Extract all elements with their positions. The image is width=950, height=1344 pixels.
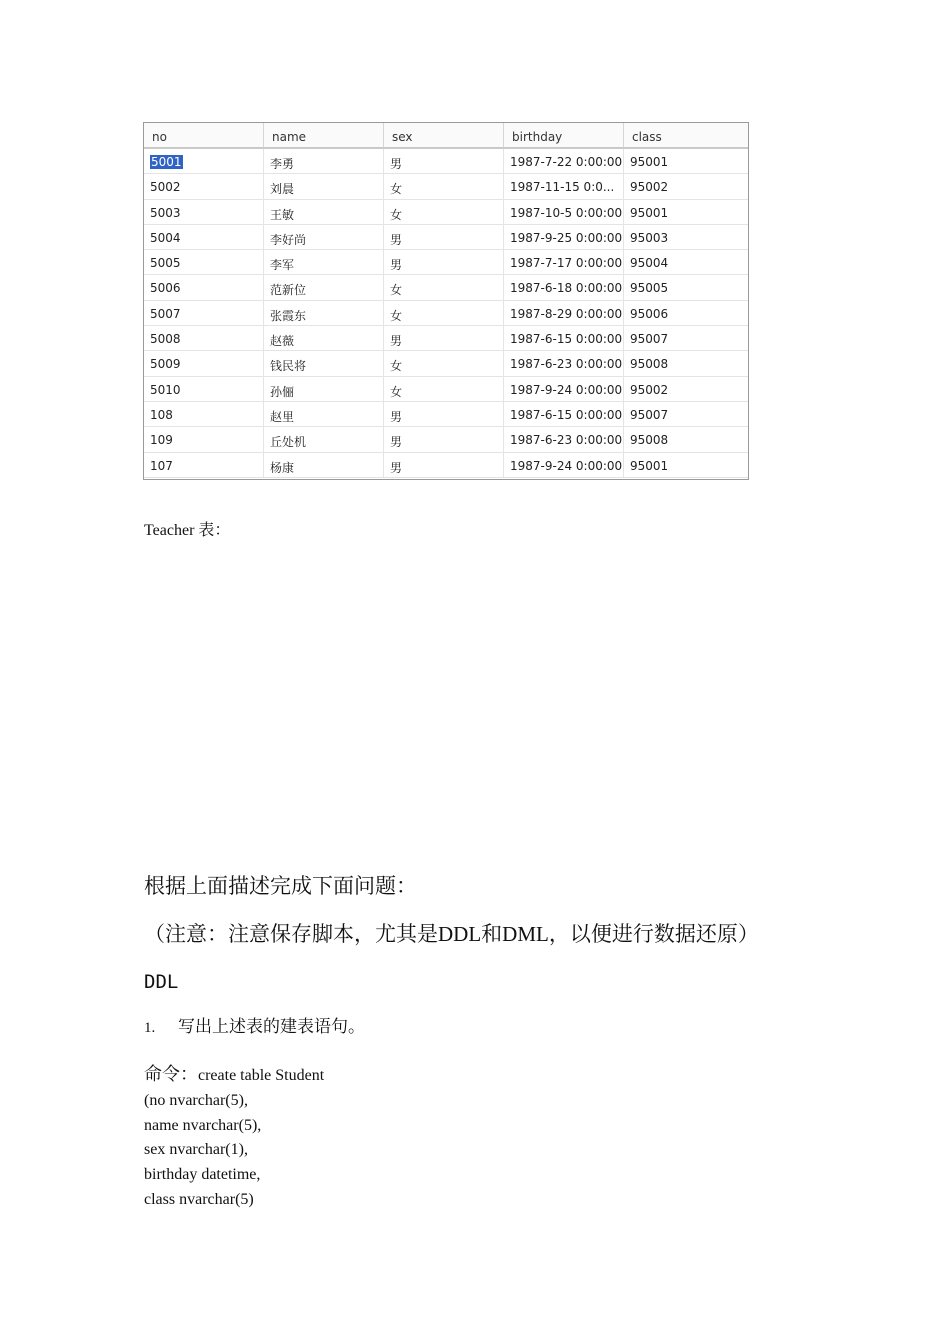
cell-value: 1987-6-23 0:00:00 — [510, 357, 623, 372]
cell-value: 男 — [390, 232, 403, 247]
table-cell-class[interactable] — [624, 275, 748, 299]
cell-value: 95006 — [630, 306, 669, 321]
cell-value: 王敏 — [270, 207, 295, 222]
cell-value: 1987-9-25 0:00:00 — [510, 230, 623, 245]
table-row[interactable] — [144, 402, 748, 427]
table-cell-birthday[interactable] — [504, 275, 624, 299]
cell-value: 5001 — [151, 155, 182, 169]
table-row[interactable] — [144, 453, 748, 478]
cell-value: 95008 — [630, 433, 669, 448]
teacher-table-label: Teacher 表： — [144, 522, 231, 539]
cell-value: 女 — [390, 359, 403, 374]
command-label: 命令： — [144, 1064, 198, 1084]
table-cell-class[interactable] — [624, 453, 748, 477]
column-header-class[interactable]: class — [632, 130, 662, 144]
table-cell-name[interactable] — [264, 301, 384, 325]
cell-value: 5010 — [150, 382, 181, 397]
table-row[interactable] — [144, 351, 748, 376]
table-row[interactable] — [144, 377, 748, 402]
cell-value: 女 — [390, 308, 403, 323]
cell-value: 刘晨 — [270, 182, 295, 197]
table-cell-sex[interactable] — [384, 225, 504, 249]
table-cell-no[interactable] — [144, 377, 264, 401]
table-cell-sex[interactable] — [384, 275, 504, 299]
question-number: 1. — [144, 1020, 156, 1036]
table-cell-sex[interactable] — [384, 427, 504, 451]
table-row[interactable] — [144, 326, 748, 351]
table-row[interactable] — [144, 174, 748, 199]
table-cell-class[interactable] — [624, 225, 748, 249]
cell-value: 95001 — [630, 458, 669, 473]
table-cell-sex[interactable] — [384, 250, 504, 274]
table-cell-no[interactable] — [144, 275, 264, 299]
table-cell-no[interactable] — [144, 174, 264, 198]
table-cell-birthday[interactable] — [504, 453, 624, 477]
cell-value: 1987-6-18 0:00:00 — [510, 281, 623, 296]
cell-value: 5005 — [150, 256, 181, 271]
cell-value: 1987-6-15 0:00:00 — [510, 332, 623, 347]
table-cell-birthday[interactable] — [504, 174, 624, 198]
table-cell-name[interactable] — [264, 453, 384, 477]
table-cell-sex[interactable] — [384, 377, 504, 401]
cell-value: 杨康 — [270, 460, 295, 475]
cell-value: 1987-9-24 0:00:00 — [510, 382, 623, 397]
cell-value: 丘处机 — [270, 435, 307, 450]
cell-value: 108 — [150, 407, 173, 422]
table-cell-class[interactable] — [624, 200, 748, 224]
cell-value: 5003 — [150, 205, 181, 220]
table-cell-sex[interactable] — [384, 402, 504, 426]
command-block — [144, 1062, 324, 1213]
table-cell-name[interactable] — [264, 250, 384, 274]
cell-value: 张霞东 — [270, 308, 307, 323]
table-cell-name[interactable] — [264, 326, 384, 350]
cell-value: 95003 — [630, 230, 669, 245]
table-cell-birthday[interactable] — [504, 200, 624, 224]
cell-value: 5006 — [150, 281, 181, 296]
cell-value: 95005 — [630, 281, 669, 296]
table-cell-class[interactable] — [624, 149, 748, 173]
table-cell-no[interactable] — [144, 427, 264, 451]
question-1 — [144, 1012, 365, 1037]
cell-value: 5004 — [150, 230, 181, 245]
table-cell-class[interactable] — [624, 301, 748, 325]
table-cell-birthday[interactable] — [504, 377, 624, 401]
cell-value: 1987-10-5 0:00:00 — [510, 205, 623, 220]
table-cell-birthday[interactable] — [504, 225, 624, 249]
cell-value: 95002 — [630, 382, 669, 397]
cell-value: 孙俪 — [270, 384, 295, 399]
table-cell-birthday[interactable] — [504, 402, 624, 426]
cell-value: 男 — [390, 334, 403, 349]
cell-value: 109 — [150, 433, 173, 448]
table-cell-birthday[interactable] — [504, 351, 624, 375]
cell-value: 95001 — [630, 155, 669, 169]
cell-value: 女 — [390, 283, 403, 298]
grid-header — [144, 123, 748, 149]
table-cell-name[interactable] — [264, 200, 384, 224]
table-cell-class[interactable] — [624, 174, 748, 198]
cell-value: 95007 — [630, 332, 669, 347]
table-cell-name[interactable] — [264, 377, 384, 401]
table-cell-sex[interactable] — [384, 200, 504, 224]
table-cell-no[interactable] — [144, 402, 264, 426]
table-cell-name[interactable] — [264, 225, 384, 249]
command-create-text: create table Student — [198, 1067, 325, 1084]
cell-value: 1987-8-29 0:00:00 — [510, 306, 623, 321]
table-cell-class[interactable] — [624, 427, 748, 451]
command-line: (no nvarchar(5), — [144, 1091, 248, 1109]
command-line: name nvarchar(5), — [144, 1116, 262, 1134]
command-first-line — [144, 1062, 324, 1089]
cell-value: 95007 — [630, 407, 669, 422]
cell-value: 李勇 — [270, 157, 295, 171]
cell-value: 95001 — [630, 205, 669, 220]
cell-value: 赵里 — [270, 409, 295, 424]
command-line: sex nvarchar(1), — [144, 1141, 248, 1159]
cell-value: 范新位 — [270, 283, 307, 298]
table-cell-no[interactable] — [144, 351, 264, 375]
table-row[interactable] — [144, 149, 748, 174]
table-cell-class[interactable] — [624, 377, 748, 401]
table-row[interactable] — [144, 225, 748, 250]
table-cell-class[interactable] — [624, 250, 748, 274]
cell-value: 1987-11-15 0:0... — [510, 180, 615, 195]
table-cell-name[interactable] — [264, 427, 384, 451]
table-cell-name[interactable] — [264, 149, 384, 173]
grid-body — [144, 149, 748, 478]
table-cell-no[interactable] — [144, 200, 264, 224]
table-cell-sex[interactable] — [384, 149, 504, 173]
table-cell-name[interactable] — [264, 351, 384, 375]
table-cell-class[interactable] — [624, 402, 748, 426]
column-header-birthday[interactable]: birthday — [504, 123, 624, 147]
ddl-heading: DDL — [144, 971, 179, 993]
table-cell-birthday[interactable] — [504, 427, 624, 451]
cell-value: 女 — [390, 384, 403, 399]
cell-value: 李军 — [270, 258, 295, 273]
table-cell-no[interactable] — [144, 453, 264, 477]
table-cell-sex[interactable] — [384, 301, 504, 325]
column-header-no[interactable]: no — [144, 123, 264, 147]
table-cell-sex[interactable] — [384, 351, 504, 375]
table-cell-name[interactable] — [264, 174, 384, 198]
cell-value: 李好尚 — [270, 232, 307, 247]
cell-value: 男 — [390, 435, 403, 450]
table-cell-birthday[interactable] — [504, 326, 624, 350]
cell-value: 男 — [390, 409, 403, 424]
cell-value: 男 — [390, 157, 403, 171]
table-cell-birthday[interactable] — [504, 149, 624, 173]
table-cell-no[interactable] — [144, 326, 264, 350]
command-line: birthday datetime, — [144, 1166, 261, 1184]
cell-value: 5008 — [150, 332, 181, 347]
table-cell-birthday[interactable] — [504, 301, 624, 325]
cell-value: 男 — [390, 258, 403, 273]
column-header-sex[interactable]: sex — [384, 123, 504, 147]
cell-value: 女 — [390, 182, 403, 197]
cell-value: 1987-6-23 0:00:00 — [510, 433, 623, 448]
cell-value: 女 — [390, 207, 403, 222]
cell-value: 95008 — [630, 357, 669, 372]
table-row[interactable] — [144, 250, 748, 275]
cell-value: 95002 — [630, 180, 669, 195]
question-title: 根据上面描述完成下面问题： — [144, 874, 417, 898]
cell-value: 赵薇 — [270, 334, 295, 349]
table-cell-sex[interactable] — [384, 453, 504, 477]
save-script-note: （注意：注意保存脚本，尤其是DDL和DML，以便进行数据还原） — [144, 922, 759, 946]
table-cell-sex[interactable] — [384, 326, 504, 350]
student-data-grid — [143, 122, 749, 480]
cell-value: 1987-9-24 0:00:00 — [510, 458, 623, 473]
column-header-name[interactable]: name — [264, 123, 384, 147]
command-line: class nvarchar(5) — [144, 1190, 254, 1208]
cell-value: 1987-7-22 0:00:00 — [510, 155, 623, 169]
table-row[interactable] — [144, 427, 748, 452]
table-cell-sex[interactable] — [384, 174, 504, 198]
table-row[interactable] — [144, 275, 748, 300]
cell-value: 5009 — [150, 357, 181, 372]
cell-value: 95004 — [630, 256, 669, 271]
table-cell-no[interactable] — [144, 225, 264, 249]
table-row[interactable] — [144, 200, 748, 225]
table-cell-class[interactable] — [624, 351, 748, 375]
table-cell-class[interactable] — [624, 326, 748, 350]
table-cell-no[interactable] — [144, 301, 264, 325]
table-cell-birthday[interactable] — [504, 250, 624, 274]
table-row[interactable] — [144, 301, 748, 326]
table-cell-no[interactable] — [144, 250, 264, 274]
cell-value: 5002 — [150, 180, 181, 195]
cell-value: 5007 — [150, 306, 181, 321]
cell-value: 107 — [150, 458, 173, 473]
question-text: 写出上述表的建表语句。 — [178, 1017, 365, 1036]
table-cell-no[interactable] — [144, 149, 264, 173]
table-cell-name[interactable] — [264, 402, 384, 426]
cell-value: 钱民将 — [270, 359, 307, 374]
cell-value: 1987-7-17 0:00:00 — [510, 256, 623, 271]
table-cell-name[interactable] — [264, 275, 384, 299]
cell-value: 1987-6-15 0:00:00 — [510, 407, 623, 422]
cell-value: 男 — [390, 460, 403, 475]
